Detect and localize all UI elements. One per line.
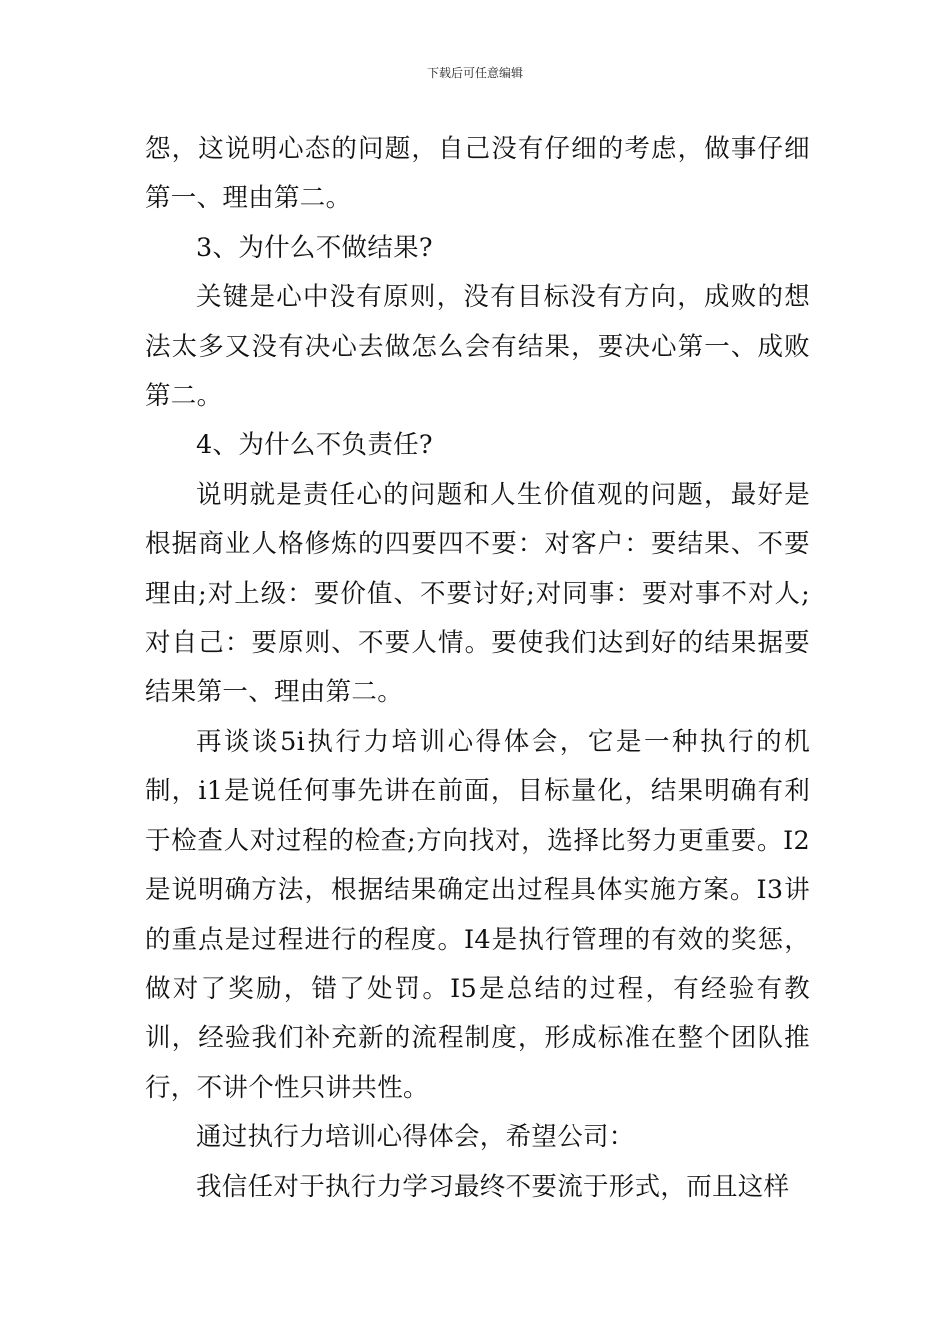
paragraph: 4、为什么不负责任? bbox=[196, 430, 433, 461]
paragraph: 3、为什么不做结果? bbox=[196, 232, 433, 263]
paragraph: 关键是心中没有原则，没有目标没有方向，成败的想法太多又没有决心去做怎么会有结果，要决心第一、成败第二。 bbox=[145, 282, 810, 412]
page-header: 下载后可任意编辑 bbox=[426, 66, 523, 80]
paragraph: 我信任对于执行力学习最终不要流于形式，而且这样 bbox=[196, 1171, 790, 1202]
paragraph: 说明就是责任心的问题和人生价值观的问题，最好是根据商业人格修炼的四要四不要：对客户：要结果、不要理由;对上级：要价值、不要讨好;对同事：要对事不对人;对自己：要原则、不要人情。要使我们达到好的结果据要结果第一、理由第二。 bbox=[145, 479, 810, 708]
paragraph: 怨，这说明心态的问题，自己没有仔细的考虑，做事仔细第一、理由第二。 bbox=[145, 134, 810, 214]
document-body bbox=[145, 125, 810, 1212]
paragraph: 再谈谈5i执行力培训心得体会，它是一种执行的机制，i1是说任何事先讲在前面，目标量化，结果明确有利于检查人对过程的检查;方向找对，选择比努力更重要。I2是说明确方法，根据结果确定出过程具体实施方案。I3讲的重点是过程进行的程度。I4是执行管理的有效的奖惩，做对了奖励，错了处罚。I5是总结的过程，有经验有教训，经验我们补充新的流程制度，形成标准在整个团队推行，不讲个性只讲共性。 bbox=[145, 726, 810, 1103]
paragraph: 通过执行力培训心得体会，希望公司： bbox=[196, 1122, 635, 1153]
